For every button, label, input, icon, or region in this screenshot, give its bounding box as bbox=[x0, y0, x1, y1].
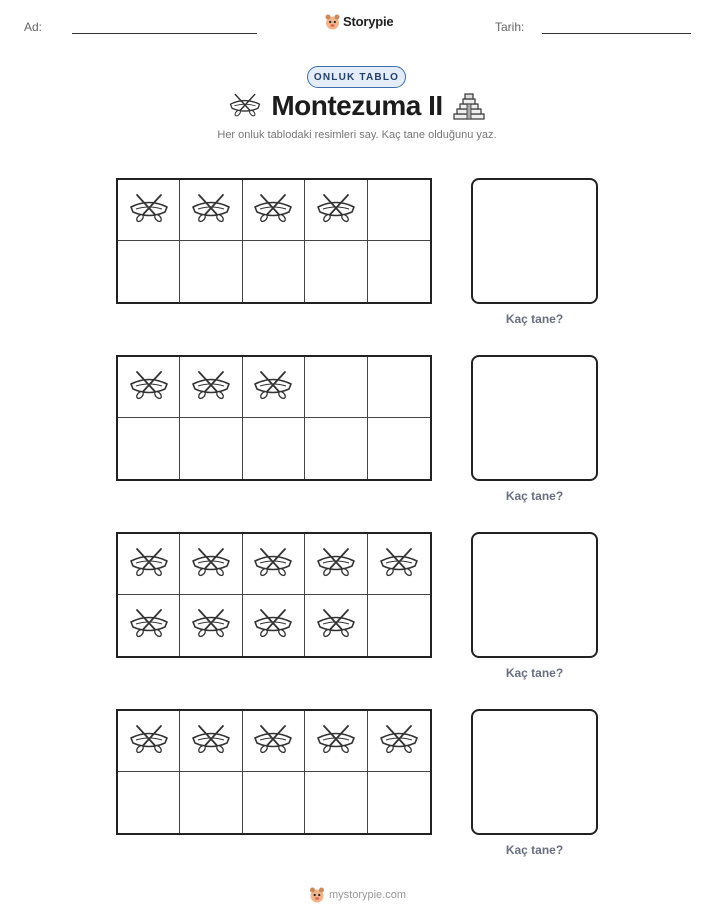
ten-frame-cell bbox=[305, 180, 367, 241]
footer bbox=[309, 886, 406, 903]
mascot-icon bbox=[325, 13, 340, 30]
canoe-icon bbox=[378, 723, 420, 760]
ten-frame-cell bbox=[243, 241, 305, 302]
answer-prompt: Kaç tane? bbox=[505, 666, 564, 680]
ten-frame-cell bbox=[305, 772, 367, 833]
ten-frame-cell bbox=[180, 357, 242, 418]
ten-frame-cell bbox=[243, 772, 305, 833]
ten-frame-cell bbox=[243, 711, 305, 772]
canoe-icon bbox=[315, 723, 357, 760]
answer-prompt: Kaç tane? bbox=[505, 843, 564, 857]
footer-url[interactable]: mystorypie.com bbox=[329, 888, 407, 901]
canoe-icon bbox=[252, 546, 294, 583]
ten-frame-cell bbox=[118, 534, 180, 595]
ten-frame-cell bbox=[305, 595, 367, 656]
answer-prompt: Kaç tane? bbox=[505, 489, 564, 503]
ten-frame-cell bbox=[243, 534, 305, 595]
ten-frame-cell bbox=[368, 180, 430, 241]
canoe-icon bbox=[315, 546, 357, 583]
name-field-line[interactable] bbox=[72, 33, 257, 34]
ten-frame-cell bbox=[180, 772, 242, 833]
canoe-icon bbox=[128, 723, 170, 760]
ten-frame-cell bbox=[305, 418, 367, 479]
ten-frame-cell bbox=[243, 595, 305, 656]
ten-frame-cell bbox=[368, 595, 430, 656]
ten-frame-cell bbox=[180, 711, 242, 772]
ten-frame-cell bbox=[368, 241, 430, 302]
ten-frame-cell bbox=[243, 418, 305, 479]
ten-frame-cell bbox=[118, 772, 180, 833]
ten-frame bbox=[116, 532, 432, 658]
ten-frame-cell bbox=[243, 357, 305, 418]
canoe-icon bbox=[128, 369, 170, 406]
brand-name: Storypie bbox=[343, 14, 394, 29]
canoe-icon bbox=[252, 723, 294, 760]
pyramid-icon bbox=[452, 92, 486, 120]
canoe-icon bbox=[190, 369, 232, 406]
canoe-icon bbox=[190, 723, 232, 760]
ten-frame-cell bbox=[118, 357, 180, 418]
ten-frame bbox=[116, 178, 432, 304]
ten-frame-cell bbox=[368, 772, 430, 833]
ten-frame-cell bbox=[305, 711, 367, 772]
ten-frame-cell bbox=[305, 534, 367, 595]
canoe-icon bbox=[128, 607, 170, 644]
answer-box[interactable] bbox=[471, 355, 598, 481]
ten-frame-cell bbox=[180, 241, 242, 302]
answer-box[interactable] bbox=[471, 532, 598, 658]
name-label: Ad: bbox=[24, 20, 43, 34]
answer-box[interactable] bbox=[471, 709, 598, 835]
ten-frame-cell bbox=[180, 418, 242, 479]
ten-frame-cell bbox=[118, 241, 180, 302]
date-field-line[interactable] bbox=[542, 33, 691, 34]
canoe-icon bbox=[190, 192, 232, 229]
ten-frame-cell bbox=[368, 534, 430, 595]
ten-frame-cell bbox=[368, 711, 430, 772]
canoe-icon bbox=[128, 546, 170, 583]
ten-frame-cell bbox=[118, 180, 180, 241]
ten-frame-cell bbox=[368, 357, 430, 418]
ten-frame-cell bbox=[118, 418, 180, 479]
canoe-icon bbox=[378, 546, 420, 583]
ten-frame bbox=[116, 709, 432, 835]
worksheet-title: Montezuma II bbox=[271, 90, 443, 121]
answer-box[interactable] bbox=[471, 178, 598, 304]
answer-prompt: Kaç tane? bbox=[505, 312, 564, 326]
canoe-icon bbox=[252, 369, 294, 406]
canoe-icon bbox=[190, 546, 232, 583]
brand-logo bbox=[325, 13, 393, 30]
canoe-icon bbox=[128, 192, 170, 229]
ten-frame-cell bbox=[118, 711, 180, 772]
canoe-icon bbox=[190, 607, 232, 644]
canoe-icon bbox=[315, 192, 357, 229]
ten-frame-cell bbox=[180, 534, 242, 595]
canoe-icon bbox=[252, 607, 294, 644]
canoe-icon bbox=[315, 607, 357, 644]
ten-frame-cell bbox=[180, 595, 242, 656]
mascot-icon bbox=[309, 886, 325, 903]
instructions: Her onluk tablodaki resimleri say. Kaç tane olduğunu yaz. bbox=[217, 129, 497, 141]
ten-frame-cell bbox=[118, 595, 180, 656]
date-label: Tarih: bbox=[495, 20, 525, 34]
ten-frame-cell bbox=[180, 180, 242, 241]
worksheet-tag: ONLUK TABLO bbox=[307, 66, 406, 88]
ten-frame-cell bbox=[243, 180, 305, 241]
ten-frame-cell bbox=[305, 241, 367, 302]
ten-frame-cell bbox=[305, 357, 367, 418]
canoe-icon bbox=[252, 192, 294, 229]
ten-frame-cell bbox=[368, 418, 430, 479]
ten-frame bbox=[116, 355, 432, 481]
